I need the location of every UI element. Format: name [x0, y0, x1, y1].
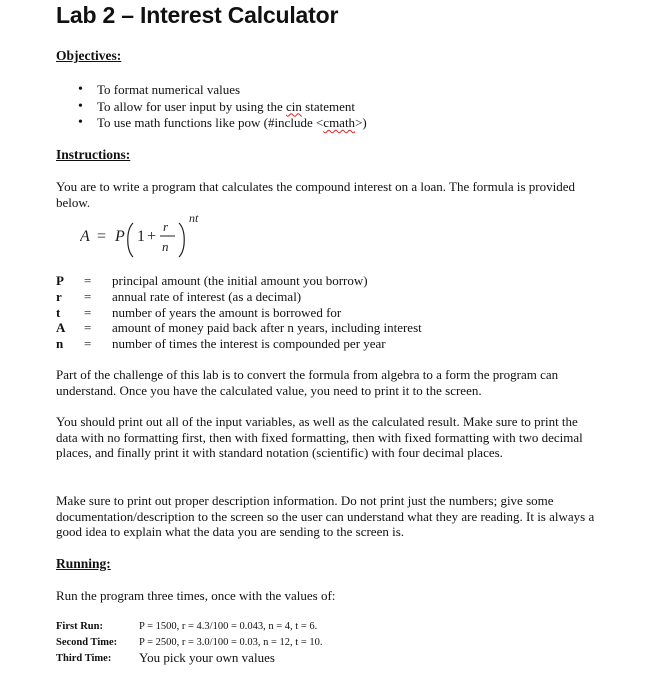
run-values: You pick your own values: [139, 650, 275, 665]
variable-description: annual rate of interest (as a decimal): [112, 288, 302, 304]
instructions-heading: Instructions:: [56, 147, 131, 162]
formula-denominator: n: [162, 239, 169, 254]
challenge-paragraph: Part of the challenge of this lab is to convert the formula from algebra to a form the program can understand. Once you have the calculated value, you need to print it to the screen.: [56, 367, 559, 398]
variable-equals: =: [84, 320, 92, 336]
variable-equals: =: [84, 336, 92, 352]
variable-description: principal amount (the initial amount you borrow): [112, 273, 368, 288]
output-paragraph: You should print out all of the input variables, as well as the calculated result. Make sure to print the data with no formatting first, then with fixed formatting, then with fixed formatting with two decimal places, and finally print it with standard notation (scientific) with four decimal places.: [56, 414, 583, 461]
instructions-intro: You are to write a program that calculates the compound interest on a loan. The formula is provided below.: [56, 179, 576, 210]
objective-text: To allow for user input by using the: [97, 98, 287, 114]
variable-equals: =: [84, 273, 92, 288]
compound-interest-formula: [80, 210, 240, 262]
run-values: P = 1500, r = 4.3/100 = 0.043, n = 4, t = 6.: [139, 621, 318, 632]
document-title: Lab 2 – Interest Calculator: [56, 2, 339, 28]
variable-description: number of years the amount is borrowed for: [112, 304, 342, 320]
formula-lhs: A: [80, 228, 90, 245]
run-label: Third Time:: [56, 653, 112, 664]
variable-description: number of times the interest is compounded per year: [112, 336, 386, 352]
objective-item: • To format numerical values: [78, 82, 367, 99]
objective-text: To use math functions like pow (#include <: [97, 115, 324, 130]
variable-equals: =: [84, 304, 92, 320]
formula-numerator: r: [163, 219, 169, 234]
formula-right-paren: [179, 223, 184, 257]
running-heading: Running:: [56, 556, 111, 571]
formula-equals: =: [97, 228, 107, 245]
objectives-heading: Objectives:: [56, 48, 122, 63]
variable-equals: =: [84, 288, 92, 304]
objective-text: >): [355, 115, 367, 130]
formula-exponent: nt: [189, 211, 199, 225]
variable-symbol: n: [56, 336, 64, 352]
run-label: First Run:: [56, 621, 103, 632]
variable-symbol: A: [56, 320, 66, 336]
variable-symbol: P: [56, 273, 64, 288]
formula-one: 1: [137, 228, 145, 245]
description-paragraph: Make sure to print out proper description information. Do not print just the numbers; give some documentation/description to the screen so the user can understand what they are reading. It is always a good idea to explain what the data you are sending to the screen is.: [56, 493, 595, 540]
variable-description: amount of money paid back after n years, including interest: [112, 320, 422, 336]
objective-item: [78, 115, 367, 132]
objective-text: statement: [301, 98, 355, 114]
run-label: Second Time:: [56, 637, 118, 648]
spellcheck-word: cmath: [323, 115, 356, 130]
spellcheck-word: cin: [286, 98, 302, 114]
objectives-list: [78, 82, 367, 132]
variable-symbol: t: [56, 304, 61, 320]
formula-plus: +: [147, 228, 157, 245]
objective-item: [78, 99, 367, 116]
run-values: P = 2500, r = 3.0/100 = 0.03, n = 12, t = 10.: [139, 637, 323, 648]
formula-left-paren: [128, 223, 133, 257]
running-intro: Run the program three times, once with the values of:: [56, 588, 336, 603]
variable-symbol: r: [56, 288, 62, 304]
formula-principal: P: [115, 228, 125, 245]
